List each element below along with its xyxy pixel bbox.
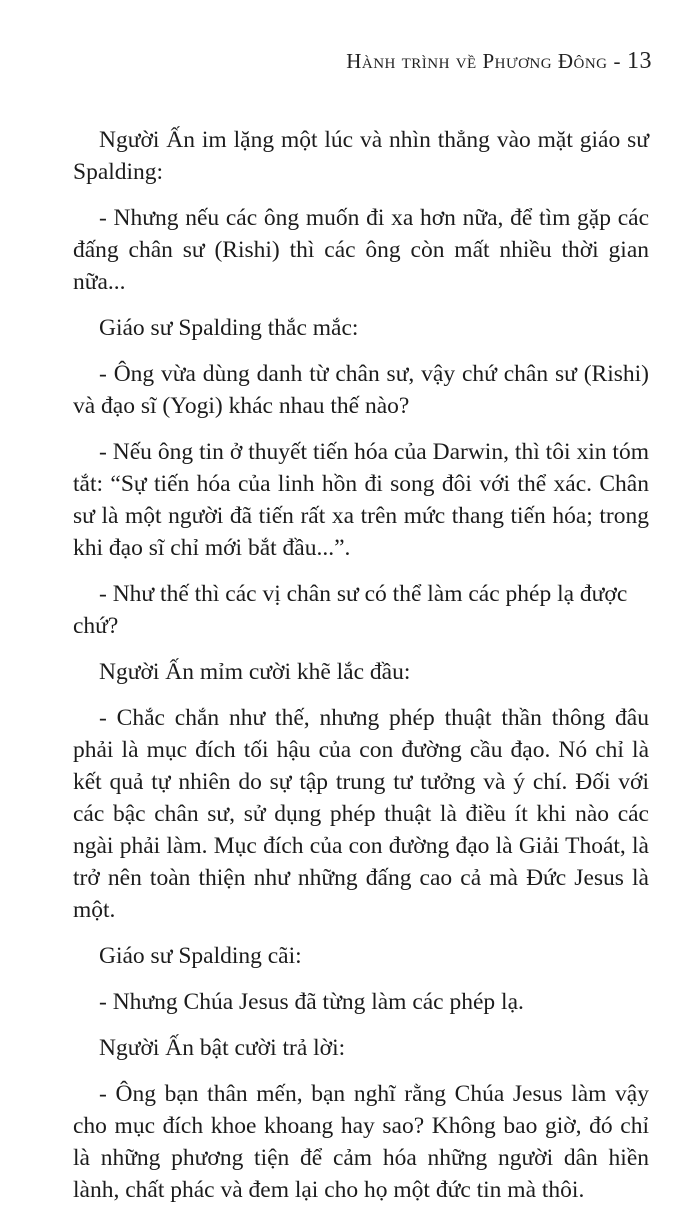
paragraph: - Ông bạn thân mến, bạn nghĩ rằng Chúa Jesus làm vậy cho mục đích khoe khoang hay sao? Không bao giờ, đó chỉ là những phương tiện để cảm hóa những người dân hiền lành, chất phác và đem lại cho họ một đức tin mà thôi. [73, 1081, 649, 1203]
paragraph: Người Ấn mỉm cười khẽ lắc đầu: [99, 659, 411, 685]
paragraph: - Như thế thì các vị chân sư có thể làm các phép lạ được chứ? [73, 581, 628, 639]
paragraph: Người Ấn im lặng một lúc và nhìn thẳng vào mặt giáo sư Spalding: [73, 127, 649, 185]
paragraph: - Chắc chắn như thế, nhưng phép thuật thần thông đâu phải là mục đích tối hậu của con đường cầu đạo. Nó chỉ là kết quả tự nhiên do sự tập trung tư tưởng và ý chí. Đối với các bậc chân sư, sử dụng phép thuật là điều ít khi nào các ngài phải làm. Mục đích của con đường đạo là Giải Thoát, là trở nên toàn thiện như những đấng cao cả mà Đức Jesus là một. [73, 705, 649, 923]
paragraph: - Nhưng nếu các ông muốn đi xa hơn nữa, để tìm gặp các đấng chân sư (Rishi) thì các ông còn mất nhiều thời gian nữa... [73, 205, 649, 295]
page-number: 13 [627, 48, 652, 74]
paragraph: - Ông vừa dùng danh từ chân sư, vậy chứ chân sư (Rishi) và đạo sĩ (Yogi) khác nhau thế nào? [73, 361, 649, 419]
page-body [73, 124, 649, 1220]
paragraph: - Nếu ông tin ở thuyết tiến hóa của Darwin, thì tôi xin tóm tắt: “Sự tiến hóa của linh hồn đi song đôi với thể xác. Chân sư là một người đã tiến rất xa trên mức thang tiến hóa; trong khi đạo sĩ chỉ mới bắt đầu...”. [73, 439, 649, 561]
paragraph: Giáo sư Spalding thắc mắc: [99, 315, 359, 341]
paragraph: Người Ấn bật cười trả lời: [99, 1035, 346, 1061]
running-header [346, 48, 652, 75]
book-title: Hành trình về Phương Đông [346, 49, 608, 73]
header-separator: - [613, 49, 621, 73]
paragraph: - Nhưng Chúa Jesus đã từng làm các phép lạ. [99, 989, 524, 1015]
paragraph: Giáo sư Spalding cãi: [99, 943, 302, 969]
